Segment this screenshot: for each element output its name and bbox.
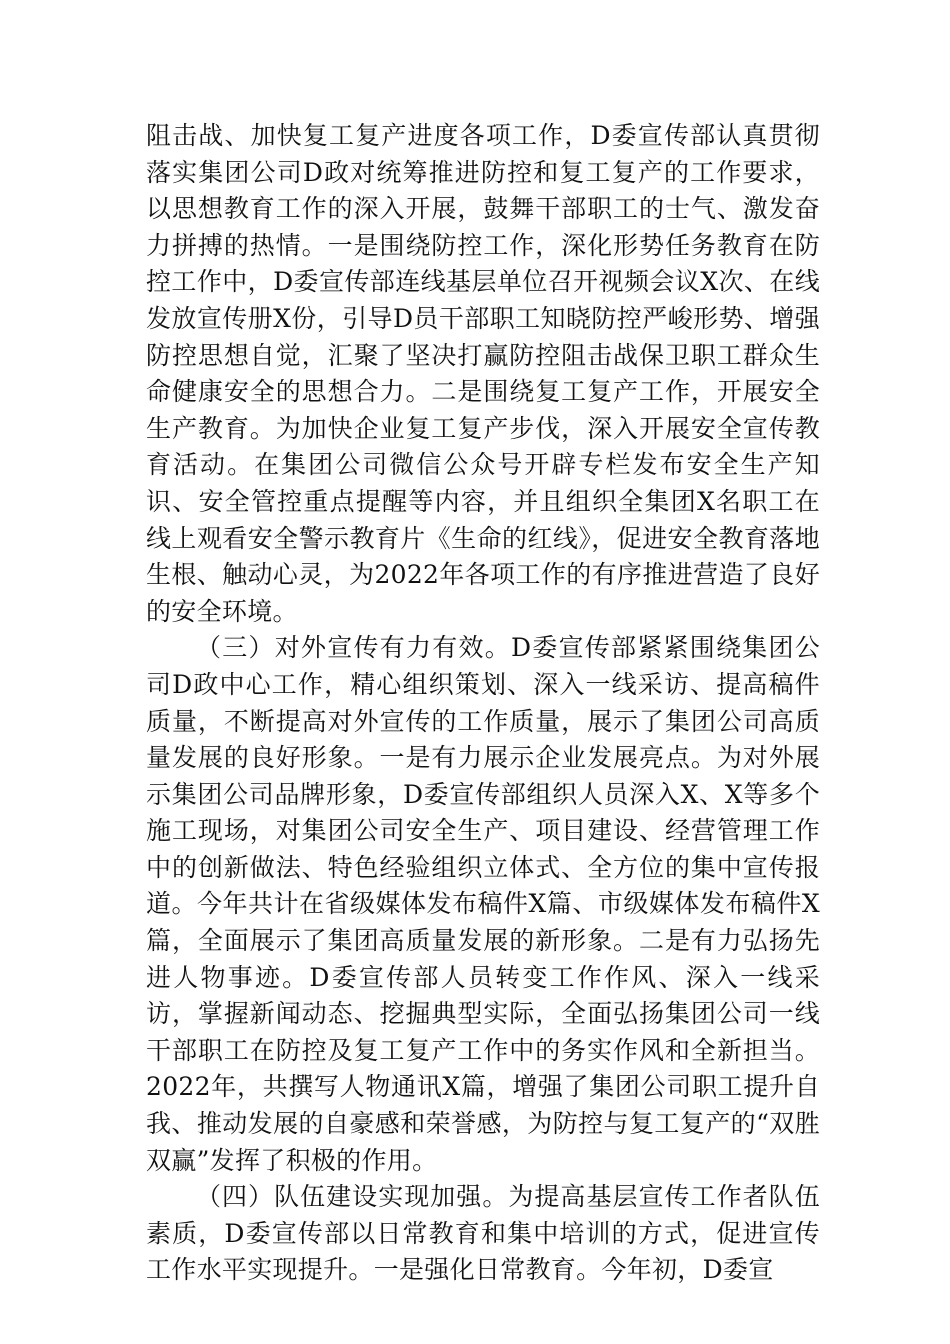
paragraph-continuation: 阻击战、加快复工复产进度各项工作，D委宣传部认真贯彻落实集团公司D政对统筹推进防控和复工复产的工作要求，以思想教育工作的深入开展，鼓舞干部职工的士气、激发奋力拼搏的热情。一是围绕防控工作，深化形势任务教育在防控工作中，D委宣传部连线基层单位召开视频会议X次、在线发放宣传册X份，引导D员干部职工知晓防控严峻形势、增强防控思想自觉，汇聚了坚决打赢防控阻击战保卫职工群众生命健康安全的思想合力。二是围绕复工复产工作，开展安全生产教育。为加快企业复工复产步伐，深入开展安全宣传教育活动。在集团公司微信公众号开辟专栏发布安全生产知识、安全管控重点提醒等内容，并且组织全集团X名职工在线上观看安全警示教育片《生命的红线》，促进安全教育落地生根、触动心灵，为2022年各项工作的有序推进营造了良好的安全环境。 [146,121,820,626]
paragraph-external-publicity: （三）对外宣传有力有效。D委宣传部紧紧围绕集团公司D政中心工作，精心组织策划、深入一线采访、提高稿件质量，不断提高对外宣传的工作质量，展示了集团公司高质量发展的良好形象。一是有力展示企业发展亮点。为对外展示集团公司品牌形象，D委宣传部组织人员深入X、X等多个施工现场，对集团公司安全生产、项目建设、经营管理工作中的创新做法、特色经验组织立体式、全方位的集中宣传报道。今年共计在省级媒体发布稿件X篇、市级媒体发布稿件X篇，全面展示了集团高质量发展的新形象。二是有力弘扬先进人物事迹。D委宣传部人员转变工作作风、深入一线采访，掌握新闻动态、挖掘典型实际，全面弘扬集团公司一线干部职工在防控及复工复产工作中的务实作风和全新担当。2022年，共撰写人物通讯X篇，增强了集团公司职工提升自我、推动发展的自豪感和荣誉感，为防控与复工复产的“双胜双赢”发挥了积极的作用。 [146,633,820,1175]
paragraph-team-building: （四）队伍建设实现加强。为提高基层宣传工作者队伍素质，D委宣传部以日常教育和集中培训的方式，促进宣传工作水平实现提升。一是强化日常教育。今年初，D委宣 [146,1182,820,1285]
document-body [146,118,820,1289]
